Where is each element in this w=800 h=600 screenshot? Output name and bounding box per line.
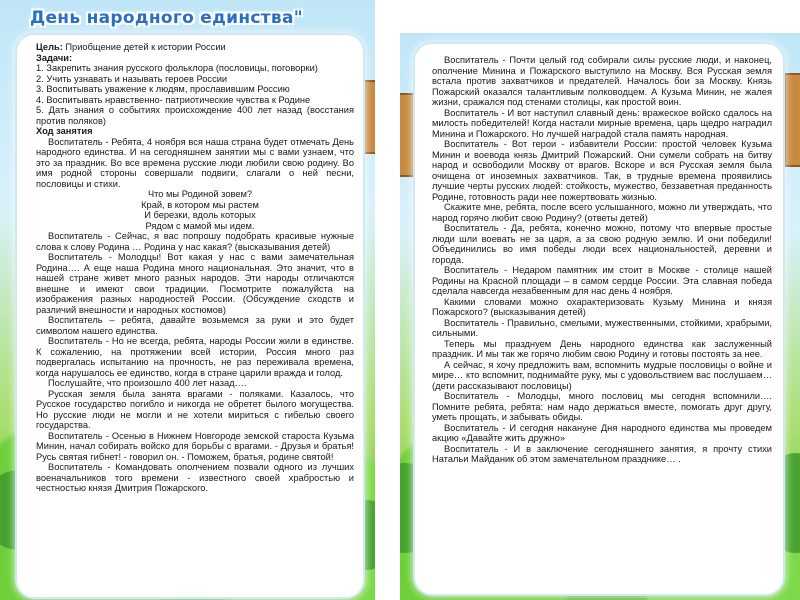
paragraph: Послушайте, что произошло 400 лет назад…. (48, 378, 247, 388)
tasks-label: Задачи: (36, 52, 73, 63)
paragraph: Воспитатель - Молодцы! Вот какая у нас с вами замечательная Родина…. А еще наша Родина много национальная. Это значит, что в нашей стране живет много разных народов. Эти народы отличаются внешне и имеют свои традиции. Посмотрите пожалуйста на изображения разных народностей России. (Обсуждение сходств и различий внешности и народных костюмов) (36, 252, 354, 315)
paragraph: Воспитатель - Правильно, смелыми, мужественными, стойкими, храбрыми, сильными. (432, 317, 772, 338)
paragraph: Воспитатель - Но не всегда, ребята, народы России жили в единстве. К сожалению, на протяжении всей истории, Россия много раз подвергалась испытанию на прочность, не раз переживала времена, когда нарушалось ее единство, когда в стране царили вражда и голод. (36, 336, 354, 378)
paragraph: Воспитатель - Осенью в Нижнем Новгороде земской староста Кузьма Минин, начал собирать войско для борьбы с врагами. - Друзья и братья! Русь святая гибнет! - говорил он. - Поможем, братья, родине святой! (36, 430, 354, 462)
left-page (0, 0, 375, 600)
paragraph: Воспитатель - И вот наступил славный день: вражеское войско сдалось на милость победителей! Когда настали мирные времена, царь щедро наградил Минина и Пожарского. Но лучшей наградой стала память народная. (432, 107, 772, 139)
goal-label: Цель: (36, 42, 63, 52)
paragraph: Воспитатель - Сейчас, я вас попрошу подобрать красивые нужные слова к слову Родина … Родина у нас какая? (высказывания детей) (36, 231, 354, 252)
task-item: 1. Закрепить знания русского фольклора (пословицы, поговорки) (36, 63, 318, 73)
content-card (20, 38, 360, 594)
paragraph: Теперь мы празднуем День народного единства как заслуженный праздник. И мы так же горячо любим свою Родину и готовы постоять за нее. (432, 338, 772, 359)
paragraph: Воспитатель - Да, ребята, конечно можно, потому что впервые простые люди шли воевать не за царя, а за свою родную землю. И они победили! Объединились во имя победы люди всех национальностей, деревни и города. (432, 223, 772, 265)
task-item: 2. Учить узнавать и называть героев России (36, 73, 228, 84)
document-text (432, 55, 772, 465)
wooden-house-decoration (784, 73, 800, 167)
paragraph: Воспитатель - Молодцы, много пословиц мы сегодня вспомнили…. Помните ребята, ребята: нам надо держаться вместе, помогать друг другу, уметь прощать, и забывать обиды. (432, 391, 772, 422)
paragraph: Воспитатель - Ребята, 4 ноября вся наша страна будет отмечать День народного единства. И на сегодняшнем занятии мы с вами узнаем, что это за праздник. Во все времена русские люди любили свою родину. Во имя родной стороны совершали подвиги, слагали о ней песни, пословицы и стихи. (36, 136, 354, 189)
task-item: 3. Воспитывать уважение к людям, прославившим Россию (36, 84, 290, 94)
paragraph: Воспитатель - И в заключение сегодняшнего занятия, я прочту стихи Натальи Майданик об этом замечательном празднике… . (432, 443, 772, 464)
paragraph: А сейчас, я хочу предложить вам, вспомнить мудрые пословицы о войне и мире… кто вспомнит, поднимайте руку, мы с удовольствием вас послушаем… (дети рассказывают пословицы) (432, 359, 772, 391)
poem-line: Край, в котором мы растем (141, 199, 259, 210)
paragraph: Скажите мне, ребята, после всего услышанного, можно ли утверждать, что народ горячо любит свою Родину? (ответы детей) (432, 202, 772, 223)
paragraph: Воспитатель - Почти целый год собирали силы русские люди, и наконец, ополчение Минина и Пожарского выступило на Москву. Вся Русская земля встала против захватчиков и предателей. Началось бои за Москву. Князь Пожарский оказался талантливым полководцем. А Кузьма Минин, не жалея жизни, сражался под стенами столицы, как простой воин. (432, 55, 772, 107)
paragraph: Воспитатель - Командовать ополчением позвали одного из лучших военачальников того времени - известного своей храбростью и честностью князя Дмитрия Пожарского. (36, 462, 354, 493)
poem-line: И березки, вдоль которых (144, 210, 256, 220)
task-item: 5. Дать знания о событиях происхождение 400 лет назад (восстания против поляков) (36, 105, 354, 126)
poem-line: Что мы Родиной зовем? (147, 189, 253, 199)
right-page (400, 33, 800, 600)
task-item: 4. Воспитывать нравственно- патриотические чувства к Родине (36, 94, 311, 105)
wooden-house-decoration (400, 93, 420, 177)
paragraph: Воспитатель - И сегодня накануне Дня народного единства мы проведем акцию «Давайте жить дружно» (432, 422, 772, 443)
page-title: День народного единства" (30, 8, 303, 28)
paragraph: Воспитатель – ребята, давайте возьмемся за руки и это будет символом нашего единства. (36, 315, 354, 336)
paragraph: Воспитатель - Недаром памятник им стоит в Москве - столице нашей Родины на Красной площади – в самом сердце России. Эта славная победа сделала навсегда незабвенным для нас день 4 ноября. (432, 265, 772, 296)
document-text (36, 42, 354, 494)
paragraph: Русская земля была занята врагами - поляками. Казалось, что Русское государство погибло и никогда не обретет былого могущества. Но русские люди не могли и не хотели мириться с гибелью своего государства. (36, 388, 354, 430)
content-card (418, 47, 780, 591)
paragraph: Какими словами можно охарактеризовать Кузьму Минина и князя Пожарского? (высказывания детей) (432, 296, 772, 317)
poem-line: Рядом с мамой мы идем. (145, 220, 255, 231)
paragraph: Воспитатель - Вот герои - избавители России: простой человек Кузьма Минин и воевода князь Дмитрий Пожарский. Они сумели собрать на битву народ и освободили Москву от врагов. Вскоре и вся Русская земля была очищена от иноземных захватчиков. Так, в трудные времена проявились лучшие черты русских людей: стойкость, мужество, беззаветная преданность Родине, готовность ради нее пожертвовать жизнью. (432, 139, 772, 202)
goal-text: Приобщение детей к истории России (62, 42, 226, 52)
lesson-heading: Ход занятия (36, 126, 93, 136)
